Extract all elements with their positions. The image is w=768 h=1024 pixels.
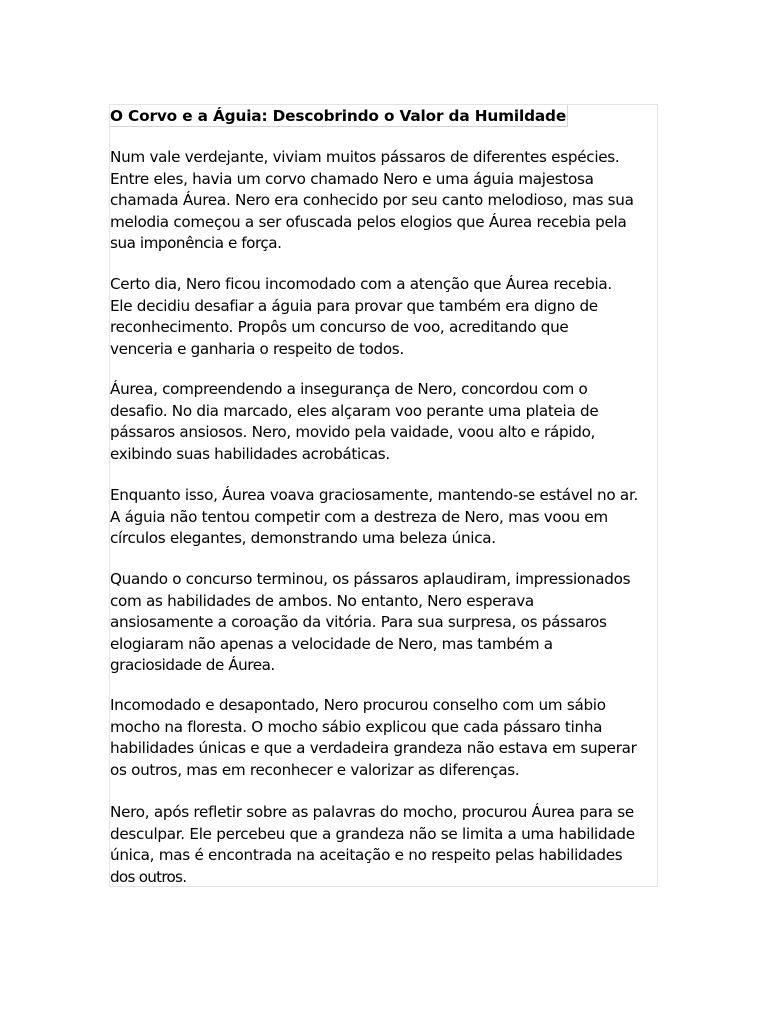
paragraph-line: Certo dia, Nero ficou incomodado com a atenção que Áurea recebia.: [110, 275, 612, 293]
paragraph-line: com as habilidades de ambos. No entanto, Nero esperava: [110, 591, 534, 610]
paragraph-line: única, mas é encontrada na aceitação e no respeito pelas habilidades: [110, 846, 623, 865]
paragraph-line: venceria e ganharia o respeito de todos.: [110, 339, 404, 358]
paragraph-line: desafio. No dia marcado, eles alçaram voo perante uma plateia de: [110, 401, 599, 420]
paragraph-line: mocho na floresta. O mocho sábio explicou que cada pássaro tinha: [110, 717, 603, 736]
paragraph-line: A águia não tentou competir com a destreza de Nero, mas voou em: [110, 507, 608, 526]
paragraph-line: Num vale verdejante, viviam muitos pássaros de diferentes espécies.: [110, 148, 620, 166]
story-paragraph-1: [110, 147, 662, 255]
paragraph-line: habilidades únicas e que a verdadeira grandeza não estava em superar: [110, 739, 637, 758]
paragraph-line: chamada Áurea. Nero era conhecido por seu canto melodioso, mas sua: [110, 191, 634, 210]
paragraph-line: desculpar. Ele percebeu que a grandeza não se limita a uma habilidade: [110, 824, 635, 843]
paragraph-line: pássaros ansiosos. Nero, movido pela vaidade, voou alto e rápido,: [110, 423, 596, 442]
paragraph-line: Áurea, compreendendo a insegurança de Nero, concordou com o: [110, 380, 588, 398]
paragraph-line: círculos elegantes, demonstrando uma beleza única.: [110, 529, 496, 548]
story-paragraph-3: [110, 379, 662, 465]
story-paragraph-6: [110, 695, 662, 781]
story-title: O Corvo e a Águia: Descobrindo o Valor da Humildade: [110, 107, 567, 125]
story-paragraph-7: [110, 802, 662, 888]
story-paragraph-5: [110, 569, 662, 677]
paragraph-line: Incomodado e desapontado, Nero procurou conselho com um sábio: [110, 696, 606, 714]
paragraph-line: elogiaram não apenas a velocidade de Nero, mas também a: [110, 634, 553, 653]
paragraph-line: os outros, mas em reconhecer e valorizar as diferenças.: [110, 760, 520, 779]
paragraph-line: sua imponência e força.: [110, 234, 282, 253]
paragraph-line: exibindo suas habilidades acrobáticas.: [110, 444, 390, 463]
paragraph-line: Nero, após refletir sobre as palavras do mocho, procurou Áurea para se: [110, 803, 634, 821]
paragraph-line: Ele decidiu desafiar a águia para provar que também era digno de: [110, 296, 598, 315]
story-paragraph-2: [110, 274, 662, 360]
paragraph-line: graciosidade de Áurea.: [110, 656, 275, 675]
paragraph-line: reconhecimento. Propôs um concurso de voo, acreditando que: [110, 318, 569, 337]
paragraph-line: dos outros.: [110, 867, 187, 886]
paragraph-line: Entre eles, havia um corvo chamado Nero e uma águia majestosa: [110, 169, 594, 188]
paragraph-line: ansiosamente a coroação da vitória. Para sua surpresa, os pássaros: [110, 613, 607, 632]
paragraph-line: melodia começou a ser ofuscada pelos elogios que Áurea recebia pela: [110, 212, 627, 231]
story-paragraph-4: [110, 485, 662, 550]
paragraph-line: Quando o concurso terminou, os pássaros aplaudiram, impressionados: [110, 570, 631, 588]
paragraph-line: Enquanto isso, Áurea voava graciosamente, mantendo-se estável no ar.: [110, 486, 639, 504]
